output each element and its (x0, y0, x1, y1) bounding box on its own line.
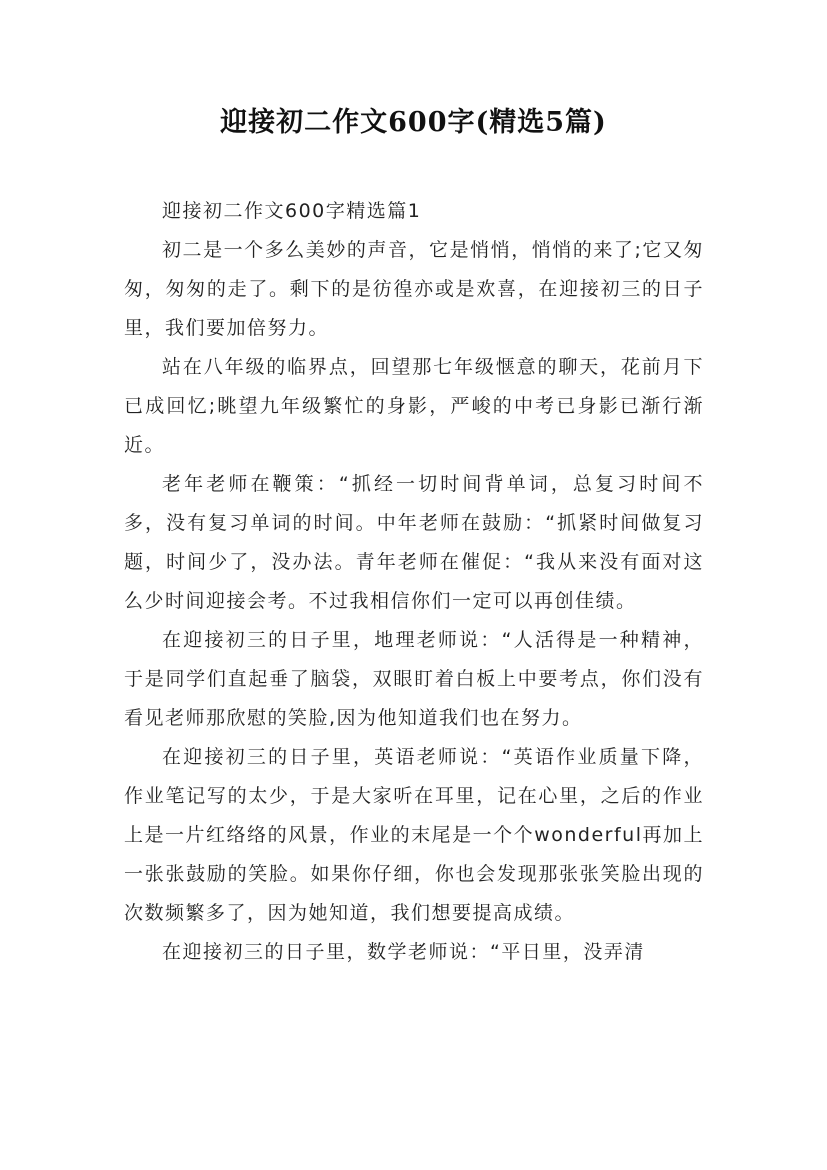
section-heading: 迎接初二作文600字精选篇1 (162, 200, 422, 222)
document-body (124, 192, 704, 972)
paragraph: 在迎接初三的日子里，英语老师说：“英语作业质量下降，作业笔记写的太少，于是大家听在耳里，记在心里，之后的作业上是一片红络络的风景，作业的末尾是一个个wonderful再加上一张张鼓励的笑脸。如果你仔细，你也会发现那张张笑脸出现的次数频繁多了，因为她知道，我们想要提高成绩。 (124, 746, 704, 924)
paragraph: 在迎接初三的日子里，地理老师说：“人活得是一种精神，于是同学们直起垂了脑袋，双眼盯着白板上中要考点，你们没有看见老师那欣慰的笑脸,因为他知道我们也在努力。 (124, 629, 704, 729)
document-title: 迎接初二作文600字(精选5篇) (220, 107, 607, 138)
paragraph: 老年老师在鞭策：“抓经一切时间背单词，总复习时间不多，没有复习单词的时间。中年老师在鼓励：“抓紧时间做复习题，时间少了，没办法。青年老师在催促：“我从来没有面对这么少时间迎接会考。不过我相信你们一定可以再创佳绩。 (124, 473, 704, 612)
paragraph: 初二是一个多么美妙的声音，它是悄悄，悄悄的来了;它又匆匆，匆匆的走了。剩下的是彷徨亦或是欢喜，在迎接初三的日子里，我们要加倍努力。 (124, 239, 704, 339)
paragraph: 站在八年级的临界点，回望那七年级惬意的聊天，花前月下已成回忆;眺望九年级繁忙的身影，严峻的中考已身影已渐行渐近。 (124, 356, 704, 456)
paragraph: 在迎接初三的日子里，数学老师说：“平日里，没弄清 (162, 941, 645, 963)
